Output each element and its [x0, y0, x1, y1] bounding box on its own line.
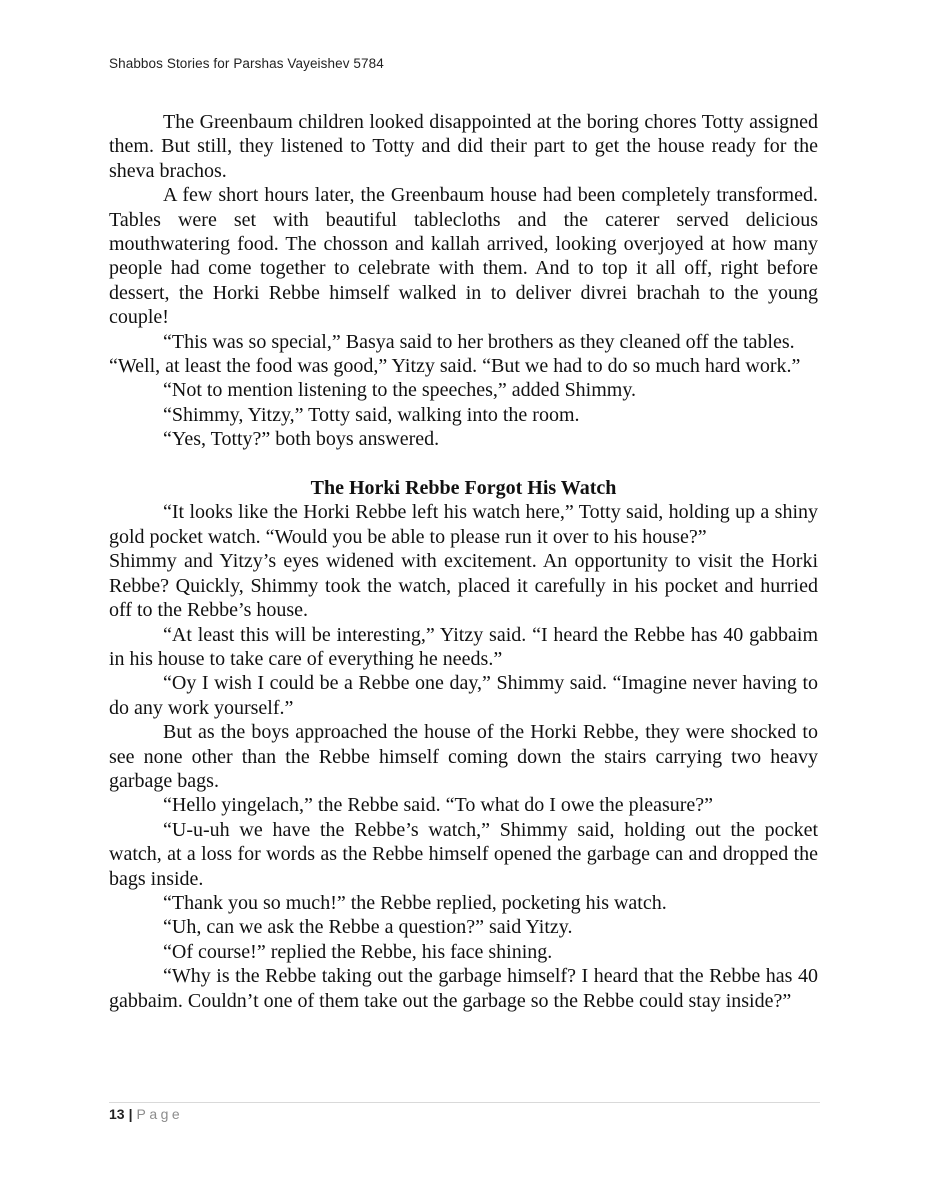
paragraph: “It looks like the Horki Rebbe left his watch here,” Totty said, holding up a shiny gold pocket watch. “Would you be able to please run it over to his house?” — [109, 501, 818, 548]
paragraph: “Not to mention listening to the speeches,” added Shimmy. — [163, 379, 637, 402]
story-body — [109, 110, 818, 1013]
page-label: Page — [136, 1106, 184, 1122]
paragraph: Shimmy and Yitzy’s eyes widened with excitement. An opportunity to visit the Horki Rebbe? Quickly, Shimmy took the watch, placed it carefully in his pocket and hurried off to the Rebbe’s house. — [109, 550, 818, 622]
paragraph: But as the boys approached the house of the Horki Rebbe, they were shocked to see none other than the Rebbe himself coming down the stairs carrying two heavy garbage bags. — [109, 721, 818, 792]
paragraph: “Hello yingelach,” the Rebbe said. “To what do I owe the pleasure?” — [163, 794, 714, 817]
paragraph: “At least this will be interesting,” Yitzy said. “I heard the Rebbe has 40 gabbaim in his house to take care of everything he needs.” — [109, 623, 818, 670]
paragraph: “This was so special,” Basya said to her brothers as they cleaned off the tables. — [163, 330, 795, 353]
page-number: 13 — [109, 1106, 125, 1122]
paragraph: “Yes, Totty?” both boys answered. — [163, 428, 440, 451]
paragraph: “Why is the Rebbe taking out the garbage himself? I heard that the Rebbe has 40 gabbaim. Couldn’t one of them take out the garbage so the Rebbe could stay inside?” — [109, 965, 818, 1012]
page-footer — [109, 1106, 183, 1122]
paragraph: “Thank you so much!” the Rebbe replied, pocketing his watch. — [163, 891, 667, 914]
paragraph: A few short hours later, the Greenbaum house had been completely transformed. Tables were set with beautiful tablecloths and the caterer served delicious mouthwatering food. The chosson and kallah arrived, looking overjoyed at how many people had come together to celebrate with them. And to top it all off, right before dessert, the Horki Rebbe himself walked in to deliver divrei brachah to the young couple! — [109, 184, 818, 329]
paragraph: “Oy I wish I could be a Rebbe one day,” Shimmy said. “Imagine never having to do any work yourself.” — [109, 672, 818, 719]
paragraph: The Greenbaum children looked disappointed at the boring chores Totty assigned them. But still, they listened to Totty and did their part to get the house ready for the sheva brachos. — [109, 111, 818, 182]
paragraph: “Of course!” replied the Rebbe, his face shining. — [163, 940, 553, 963]
footer-divider — [109, 1102, 820, 1103]
paragraph: “Uh, can we ask the Rebbe a question?” said Yitzy. — [163, 916, 573, 939]
running-header: Shabbos Stories for Parshas Vayeishev 5784 — [109, 56, 384, 71]
paragraph: “Well, at least the food was good,” Yitzy said. “But we had to do so much hard work.” — [109, 355, 801, 378]
section-heading: The Horki Rebbe Forgot His Watch — [310, 477, 617, 500]
footer-separator: | — [128, 1106, 133, 1122]
paragraph: “U-u-uh we have the Rebbe’s watch,” Shimmy said, holding out the pocket watch, at a loss for words as the Rebbe himself opened the garbage can and dropped the bags inside. — [109, 818, 818, 890]
paragraph: “Shimmy, Yitzy,” Totty said, walking into the room. — [163, 403, 580, 426]
